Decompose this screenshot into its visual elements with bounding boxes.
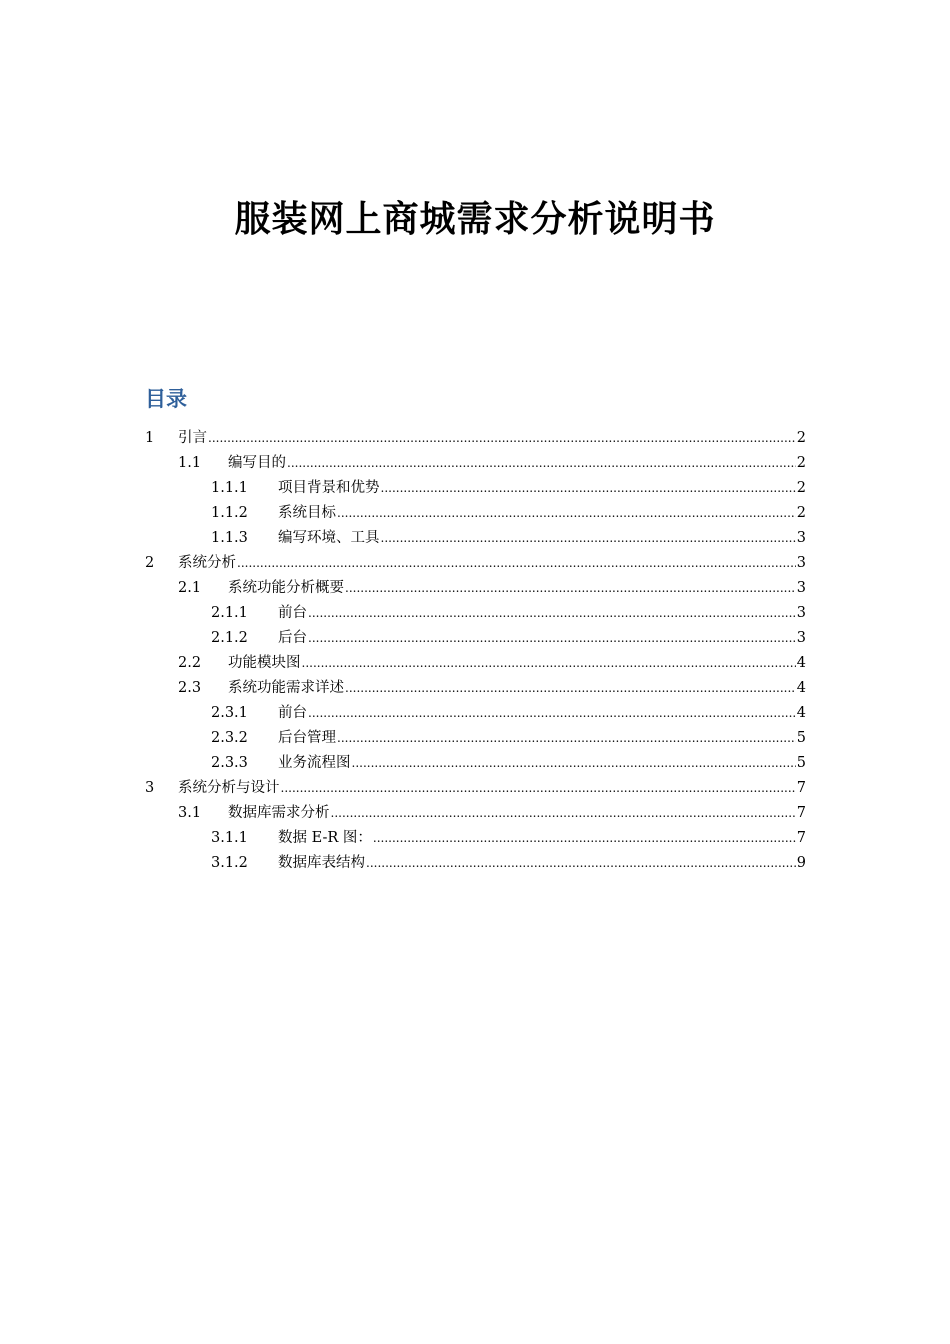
- toc-leader-dots: [381, 526, 796, 551]
- toc-entry-title: 前台: [278, 705, 307, 721]
- toc-entry[interactable]: [145, 726, 806, 751]
- toc-entry-page: 2: [796, 480, 806, 496]
- toc-leader-dots: [308, 701, 796, 726]
- toc-entry-title: 系统功能需求详述: [228, 680, 344, 696]
- toc-entry-title: 功能模块图: [228, 655, 301, 671]
- toc-leader-dots: [337, 501, 796, 526]
- toc-entry[interactable]: [145, 626, 806, 651]
- toc-entry[interactable]: [145, 801, 806, 826]
- toc-entry-title: 系统分析与设计: [178, 780, 280, 796]
- toc-entry-number: 1: [145, 430, 155, 446]
- toc-entry-title: 后台: [278, 630, 307, 646]
- toc-entry-title: 前台: [278, 605, 307, 621]
- toc-entry-title: 系统目标: [278, 505, 336, 521]
- toc-entry-page: 5: [796, 755, 806, 771]
- toc-entry-number: 2.1.1: [211, 605, 248, 621]
- document-title: 服装网上商城需求分析说明书: [234, 198, 716, 240]
- toc-entry-number: 1.1.1: [211, 480, 248, 496]
- toc-leader-dots: [208, 426, 796, 451]
- toc-leader-dots: [302, 651, 796, 676]
- toc-entry-number: 1.1.3: [211, 530, 248, 546]
- toc-entry[interactable]: [145, 476, 806, 501]
- toc-entry[interactable]: [145, 451, 806, 476]
- toc-entry-title: 业务流程图: [278, 755, 351, 771]
- toc-entry[interactable]: [145, 501, 806, 526]
- toc-entry-page: 4: [796, 680, 806, 696]
- toc-leader-dots: [345, 676, 796, 701]
- toc-entry-title: 引言: [178, 430, 207, 446]
- toc-entry-number: 2.1: [178, 580, 202, 596]
- toc-entry-page: 3: [796, 630, 806, 646]
- toc-entry[interactable]: [145, 426, 806, 451]
- toc-entry-page: 3: [796, 530, 806, 546]
- toc-entry-number: 2.3.3: [211, 755, 248, 771]
- toc-entry-page: 3: [796, 605, 806, 621]
- toc-entry-title: 编写目的: [228, 455, 286, 471]
- toc-entry[interactable]: [145, 851, 806, 876]
- toc-entry-number: 1.1: [178, 455, 202, 471]
- toc-entry-title: 编写环境、工具: [278, 530, 380, 546]
- toc-leader-dots: [345, 576, 796, 601]
- toc-leader-dots: [352, 751, 796, 776]
- toc-entry-number: 3.1: [178, 805, 202, 821]
- toc-entry-title: 项目背景和优势: [278, 480, 380, 496]
- toc-leader-dots: [237, 551, 796, 576]
- toc-entry[interactable]: [145, 601, 806, 626]
- toc-entry-title: 数据 E-R 图：: [278, 830, 372, 846]
- toc-leader-dots: [381, 476, 796, 501]
- toc-entry-title: 系统功能分析概要: [228, 580, 344, 596]
- toc-entry-number: 3.1.2: [211, 855, 248, 871]
- toc-entry-page: 2: [796, 430, 806, 446]
- toc-entry-number: 3: [145, 780, 155, 796]
- toc-entry[interactable]: [145, 551, 806, 576]
- toc-leader-dots: [373, 826, 796, 851]
- toc-entry[interactable]: [145, 701, 806, 726]
- toc-entry-title: 系统分析: [178, 555, 236, 571]
- toc-heading: 目录: [145, 387, 187, 411]
- toc-entry-page: 5: [796, 730, 806, 746]
- toc-leader-dots: [287, 451, 796, 476]
- toc-entry-number: 2: [145, 555, 155, 571]
- toc-entry-title: 数据库需求分析: [228, 805, 330, 821]
- toc-entry-page: 7: [796, 830, 806, 846]
- toc-entry-number: 3.1.1: [211, 830, 248, 846]
- toc-entry-number: 1.1.2: [211, 505, 248, 521]
- toc-entry-page: 2: [796, 505, 806, 521]
- toc-leader-dots: [331, 801, 796, 826]
- toc-entry[interactable]: [145, 651, 806, 676]
- toc-entry-title: 后台管理: [278, 730, 336, 746]
- toc-entry-page: 4: [796, 705, 806, 721]
- toc-entry-page: 3: [796, 580, 806, 596]
- toc-entry[interactable]: [145, 526, 806, 551]
- toc-leader-dots: [308, 626, 796, 651]
- toc-leader-dots: [308, 601, 796, 626]
- toc-entry-page: 9: [796, 855, 806, 871]
- toc-entry-number: 2.3: [178, 680, 202, 696]
- toc-entry-number: 2.2: [178, 655, 202, 671]
- toc-entry[interactable]: [145, 826, 806, 851]
- table-of-contents: [145, 426, 806, 876]
- toc-entry-title: 数据库表结构: [278, 855, 365, 871]
- toc-entry[interactable]: [145, 776, 806, 801]
- toc-leader-dots: [337, 726, 796, 751]
- toc-entry[interactable]: [145, 576, 806, 601]
- toc-entry-page: 3: [796, 555, 806, 571]
- toc-entry-page: 7: [796, 780, 806, 796]
- toc-entry-page: 7: [796, 805, 806, 821]
- toc-leader-dots: [281, 776, 796, 801]
- toc-entry[interactable]: [145, 676, 806, 701]
- toc-entry-number: 2.3.1: [211, 705, 248, 721]
- toc-leader-dots: [366, 851, 796, 876]
- toc-entry-page: 2: [796, 455, 806, 471]
- toc-entry-number: 2.3.2: [211, 730, 248, 746]
- toc-entry[interactable]: [145, 751, 806, 776]
- toc-entry-page: 4: [796, 655, 806, 671]
- toc-entry-number: 2.1.2: [211, 630, 248, 646]
